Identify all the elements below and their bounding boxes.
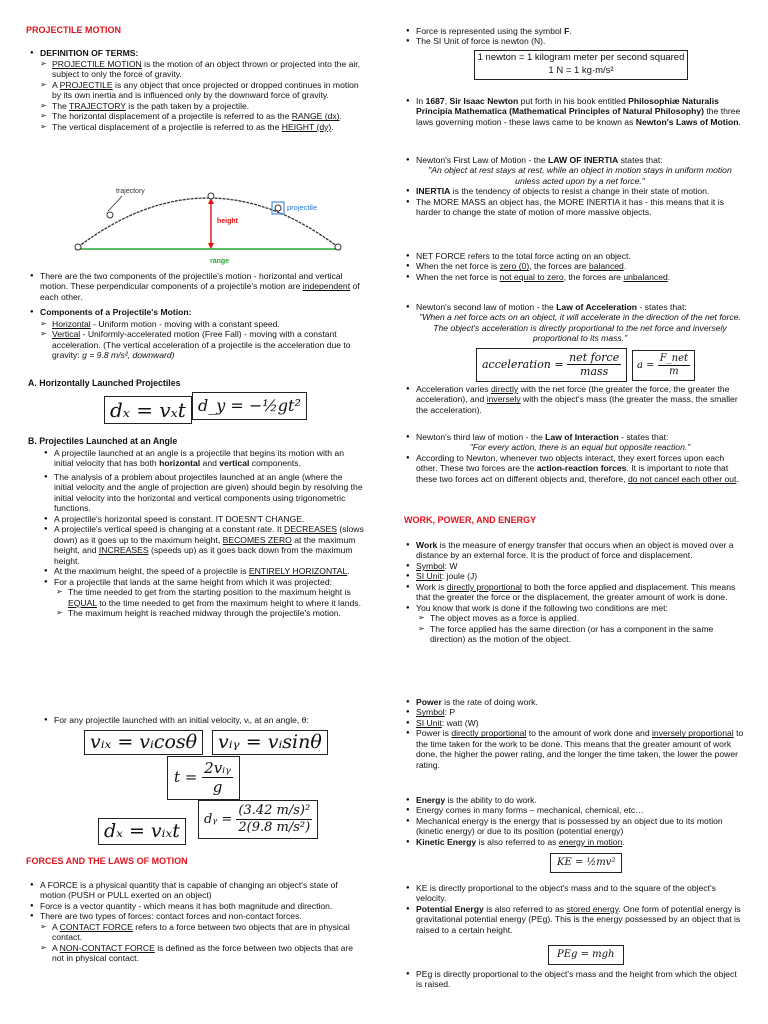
second-law-block — [404, 302, 744, 344]
energy-block-2 — [404, 883, 744, 935]
work-conditions: ● You know that work is done if the following two conditions are met: — [404, 603, 744, 613]
second-law-quote: "When a net force acts on an object, it will accelerate in the direction of the net force. The object's acceleration is directly proportional to the net force and inversely proportional to its mass." — [419, 312, 741, 344]
net-force-def: ● NET FORCE refers to the total force acting on an object. — [404, 251, 744, 261]
forces-list — [28, 880, 362, 964]
section-a-heading: A. Horizontally Launched Projectiles — [28, 378, 181, 388]
more-mass: ● The MORE MASS an object has, the MORE INERTIA it has - this means that it is harder to change the state of motion of more massive objects. — [404, 197, 744, 218]
eq-acceleration-symbols: a = $\frac{\text{F\_net}}{m}$ — [632, 350, 695, 381]
angle-point-3: ● A projectile's horizontal speed is constant. IT DOESN'T CHANGE. — [42, 514, 364, 524]
eq-horizontal-dx: dₓ = vₓt — [104, 396, 192, 424]
components-intro: ● There are the two components of the projectile's motion - horizontal and vertical motion. These perpendicular components of a projectile's motion are independent of each other. — [28, 271, 360, 302]
eq-acceleration-words: acceleration = $\frac{\text{net force}}{\text{mass}}$ — [476, 348, 627, 382]
range-label: range — [210, 258, 230, 265]
force-def: ● A FORCE is a physical quantity that is capable of changing an object's state of motion (PUSH or PULL exerted on an object) — [28, 880, 362, 901]
projectile-motion-title: PROJECTILE MOTION — [26, 25, 122, 35]
component-vertical: ➢ Vertical - Uniformly-accelerated motion (Free Fall) - moving with a constant acceleration. (The vertical acceleration of a projectile is the acceleration due to gravity: g = 9.8 m/s², downward) — [40, 329, 362, 360]
work-condition-1: ➢ The object moves as a force is applied. — [418, 613, 744, 623]
newton-box-line-2: 1 N = 1 kg·m/s² — [548, 64, 614, 76]
third-law-block — [404, 432, 744, 484]
ball-rising — [107, 212, 113, 218]
third-law: ● Newton's third law of motion - the Law of Interaction - states that: — [404, 432, 744, 442]
def-range: ➢ The horizontal displacement of a projectile is referred to as the RANGE (dx). — [40, 111, 362, 121]
newton-box-line-1: 1 newton = 1 kilogram meter per second squared — [477, 52, 685, 63]
pe-proportional: ● PEg is directly proportional to the object's mass and the height from which the object is raised. — [404, 969, 744, 990]
action-reaction: ● According to Newton, whenever two objects interact, they exert forces upon each other. These two forces are the action-reaction forces. It is important to note that these two forces act on different objects and, therefore, do not cancel each other out. — [404, 453, 744, 484]
angle-point-5: ● At the maximum height, the speed of a projectile is ENTIRELY HORIZONTAL. — [42, 566, 364, 576]
power-def: ● Power is the rate of doing work. — [404, 697, 744, 707]
def-trajectory: ➢ The TRAJECTORY is the path taken by a projectile. — [40, 101, 362, 111]
same-height-1: ➢ The time needed to get from the starting position to the maximum height is EQUAL to the time needed to get from the maximum height to where it lands. — [56, 587, 364, 608]
angle-points-list — [42, 448, 364, 619]
definitions-list — [40, 59, 362, 132]
energy-block — [404, 795, 744, 847]
height-label: height — [217, 218, 238, 225]
first-law-block — [404, 155, 744, 218]
work-block — [404, 540, 744, 645]
work-unit: ● SI Unit: joule (J) — [404, 571, 744, 581]
kinetic-energy-def: ● Kinetic Energy is also referred to as energy in motion. — [404, 837, 744, 847]
angle-point-1: ● A projectile launched at an angle is a projectile that begins its motion with an initial velocity that has both horizontal and vertical components. — [42, 448, 364, 469]
potential-energy-def: ● Potential Energy is also referred to as stored energy. One form of potential energy is gravitational potential energy (PEg). This is the energy possessed by an object that is raised to a certain height. — [404, 904, 744, 935]
force-vector: ● Force is a vector quantity - which means it has both magnitude and direction. — [28, 901, 362, 911]
angle-point-6: ● For a projectile that lands at the same height from which it was projected: — [42, 577, 364, 587]
work-proportional: ● Work is directly proportional to both the force applied and displacement. This means that the greater the force or the displacement, the greater amount of work is done. — [404, 582, 744, 603]
work-symbol: ● Symbol: W — [404, 561, 744, 571]
ke-proportional: ● KE is directly proportional to the object's mass and to the square of the object's velocity. — [404, 883, 744, 904]
force-unit: ● The SI Unit of force is newton (N). — [404, 36, 744, 46]
work-condition-2: ➢ The force applied has the same direction (or has a component in the same direction) as the motion of the object. — [418, 624, 744, 645]
eq-dx-angle: dₓ = vᵢₓt — [98, 818, 186, 845]
eq-potential-energy: PEg = mgh — [548, 945, 624, 965]
first-law: ● Newton's First Law of Motion - the LAW OF INERTIA states that: — [404, 155, 744, 165]
definition-heading: ● DEFINITION OF TERMS: — [28, 48, 358, 58]
eq-vix: vᵢₓ = vᵢcosθ — [84, 730, 203, 755]
def-height: ➢ The vertical displacement of a projectile is referred to as the HEIGHT (dy). — [40, 122, 362, 132]
forces-title: FORCES AND THE LAWS OF MOTION — [26, 856, 188, 866]
eq-time: t = $\frac{\text{2vᵢᵧ}}{g}$ — [167, 756, 240, 800]
force-types-list — [40, 922, 362, 964]
third-law-quote: "For every action, there is an equal but opposite reaction." — [469, 442, 691, 453]
newton-1687: ● In 1687, Sir Isaac Newton put forth in his book entitled Philosophiæ Naturalis Principia Mathematica (Mathematical Principles of Natural Philosophy) the three laws governing motion - these laws came to be known as Newton's Laws of Motion. — [404, 96, 744, 127]
projectile-trajectory-diagram — [70, 185, 346, 269]
trajectory-pointer — [108, 196, 122, 211]
second-law: ● Newton's second law of motion - the Law of Acceleration - states that: — [404, 302, 744, 312]
power-unit: ● SI Unit: watt (W) — [404, 718, 744, 728]
angle-point-4: ● A projectile's vertical speed is changing at a constant rate. It DECREASES (slows down) as it goes up to the maximum height, BECOMES ZERO at the maximum height, and INCREASES (speeds up) as it goes back down from the maximum height. — [42, 524, 364, 566]
work-def: ● Work is the measure of energy transfer that occurs when an object is moved over a distance by an external force. It is the product of force and displacement. — [404, 540, 744, 561]
any-projectile-intro: ● For any projectile launched with an initial velocity, vᵢ, at an angle, θ: — [42, 715, 364, 725]
net-nonzero: ● When the net force is not equal to zero, the forces are unbalanced. — [404, 272, 744, 282]
ball-top — [208, 193, 214, 199]
contact-force: ➢ A CONTACT FORCE refers to a force between two objects that are in physical contact. — [40, 922, 362, 943]
energy-def: ● Energy is the ability to do work. — [404, 795, 744, 805]
inertia-def: ● INERTIA is the tendency of objects to resist a change in their state of motion. — [404, 186, 744, 196]
component-horizontal: ➢ Horizontal - Uniform motion - moving with a constant speed. — [40, 319, 362, 329]
eq-kinetic-energy: KE = ½mv² — [550, 853, 622, 873]
work-conditions-list — [418, 613, 744, 644]
acceleration-varies: ● Acceleration varies directly with the net force (the greater the force, the greater the acceleration), and inversely with the object's mass (the greater the mass, the smaller the acceleration). — [404, 384, 744, 415]
trajectory-label: trajectory — [116, 188, 145, 195]
components-heading: ● Components of a Projectile's Motion: — [28, 307, 360, 317]
def-projectile: ➢ A PROJECTILE is any object that once projected or dropped continues in motion by its own inertia and is influenced only by the downward force of gravity. — [40, 80, 362, 101]
eq-viy: vᵢᵧ = vᵢsinθ — [212, 730, 328, 755]
power-block — [404, 697, 744, 770]
non-contact-force: ➢ A NON-CONTACT FORCE is defined as the force between two objects that are not in physical contact. — [40, 943, 362, 964]
ball-end — [335, 244, 341, 250]
angle-point-2: ● The analysis of a problem about projectiles launched at an angle (where the initial velocity and the angle of projection are given) should begin by resolving the initial velocity into the horizontal and vertical components using trigonometric functions. — [42, 472, 364, 514]
work-power-energy-title: WORK, POWER, AND ENERGY — [404, 515, 537, 525]
force-symbol: ● Force is represented using the symbol F. — [404, 26, 744, 36]
projectile-label: projectile — [287, 203, 318, 212]
first-law-quote: "An object at rest stays at rest, while an object in motion stays in uniform motion unless acted upon by a net force." — [428, 165, 732, 186]
power-proportional: ● Power is directly proportional to the amount of work done and inversely proportional to the time taken for the work to be done. This means that the greater amount of work done, the higher the power rating, and the longer the time taken, the lower the power rating. — [404, 728, 744, 770]
eq-dy-angle: dᵧ = $\frac{\text{(3.42 m/s)²}}{\text{2(9.8 m/s²)}}$ — [198, 800, 318, 839]
net-zero: ● When the net force is zero (0), the forces are balanced. — [404, 261, 744, 271]
force-intro-list — [404, 26, 744, 47]
power-symbol: ● Symbol: P — [404, 707, 744, 717]
ball-projectile — [275, 205, 281, 211]
components-list — [40, 319, 362, 361]
same-height-2: ➢ The maximum height is reached midway through the projectile's motion. — [56, 608, 364, 618]
section-b-heading: B. Projectiles Launched at an Angle — [28, 436, 178, 446]
force-types: ● There are two types of forces: contact forces and non-contact forces. — [28, 911, 362, 921]
mechanical-energy: ● Mechanical energy is the energy that is possessed by an object due to its motion (kinetic energy) or due to its position (potential energy) — [404, 816, 744, 837]
ball-start — [75, 244, 81, 250]
eq-horizontal-dy: d_y = −½gt² — [192, 392, 307, 420]
newton-unit-box — [474, 50, 688, 80]
energy-forms: ● Energy comes in many forms – mechanical, chemical, etc… — [404, 805, 744, 815]
height-arrow-down — [208, 243, 214, 249]
net-force-block — [404, 251, 744, 282]
same-height-list — [56, 587, 364, 618]
def-projectile-motion: ➢ PROJECTILE MOTION is the motion of an object thrown or projected into the air, subject to only the force of gravity. — [40, 59, 362, 80]
